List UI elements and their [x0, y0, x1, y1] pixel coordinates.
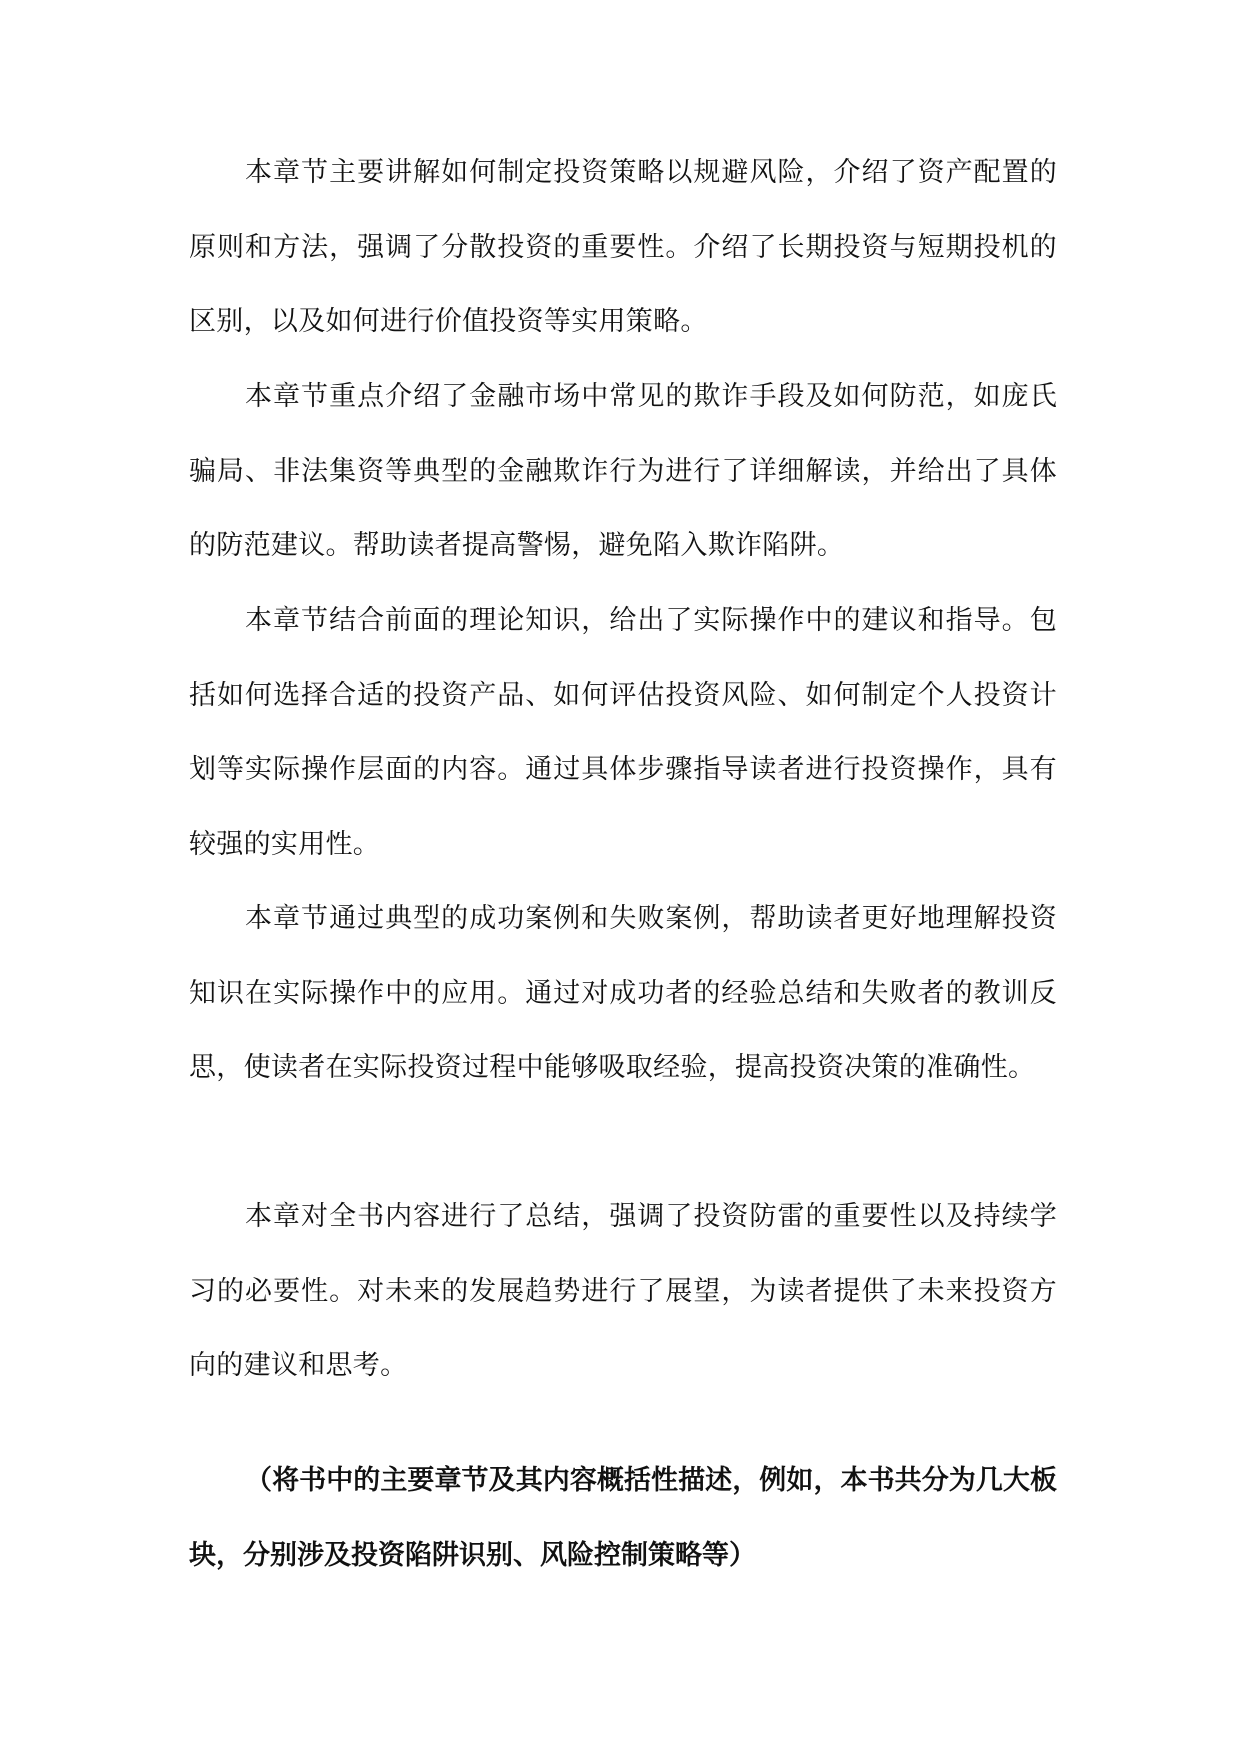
paragraph-summary: 本章对全书内容进行了总结，强调了投资防雷的重要性以及持续学习的必要性。对未来的发展趋势进行了展望，为读者提供了未来投资方向的建议和思考。: [189, 1201, 1057, 1381]
paragraph-practical-guidance: 本章节结合前面的理论知识，给出了实际操作中的建议和指导。包括如何选择合适的投资产品、如何评估投资风险、如何制定个人投资计划等实际操作层面的内容。通过具体步骤指导读者进行投资操作，具有较强的实用性。: [189, 605, 1057, 860]
paragraph-investment-strategy: 本章节主要讲解如何制定投资策略以规避风险，介绍了资产配置的原则和方法，强调了分散投资的重要性。介绍了长期投资与短期投机的区别，以及如何进行价值投资等实用策略。: [189, 157, 1057, 337]
paragraph-case-studies: 本章节通过典型的成功案例和失败案例，帮助读者更好地理解投资知识在实际操作中的应用。通过对成功者的经验总结和失败者的教训反思，使读者在实际投资过程中能够吸取经验，提高投资决策的准确性。: [189, 903, 1057, 1083]
editorial-note: （将书中的主要章节及其内容概括性描述，例如，本书共分为几大板块，分别涉及投资陷阱识别、风险控制策略等）: [189, 1465, 1057, 1571]
paragraph-fraud-prevention: 本章节重点介绍了金融市场中常见的欺诈手段及如何防范，如庞氏骗局、非法集资等典型的金融欺诈行为进行了详细解读，并给出了具体的防范建议。帮助读者提高警惕，避免陷入欺诈陷阱。: [189, 381, 1057, 561]
